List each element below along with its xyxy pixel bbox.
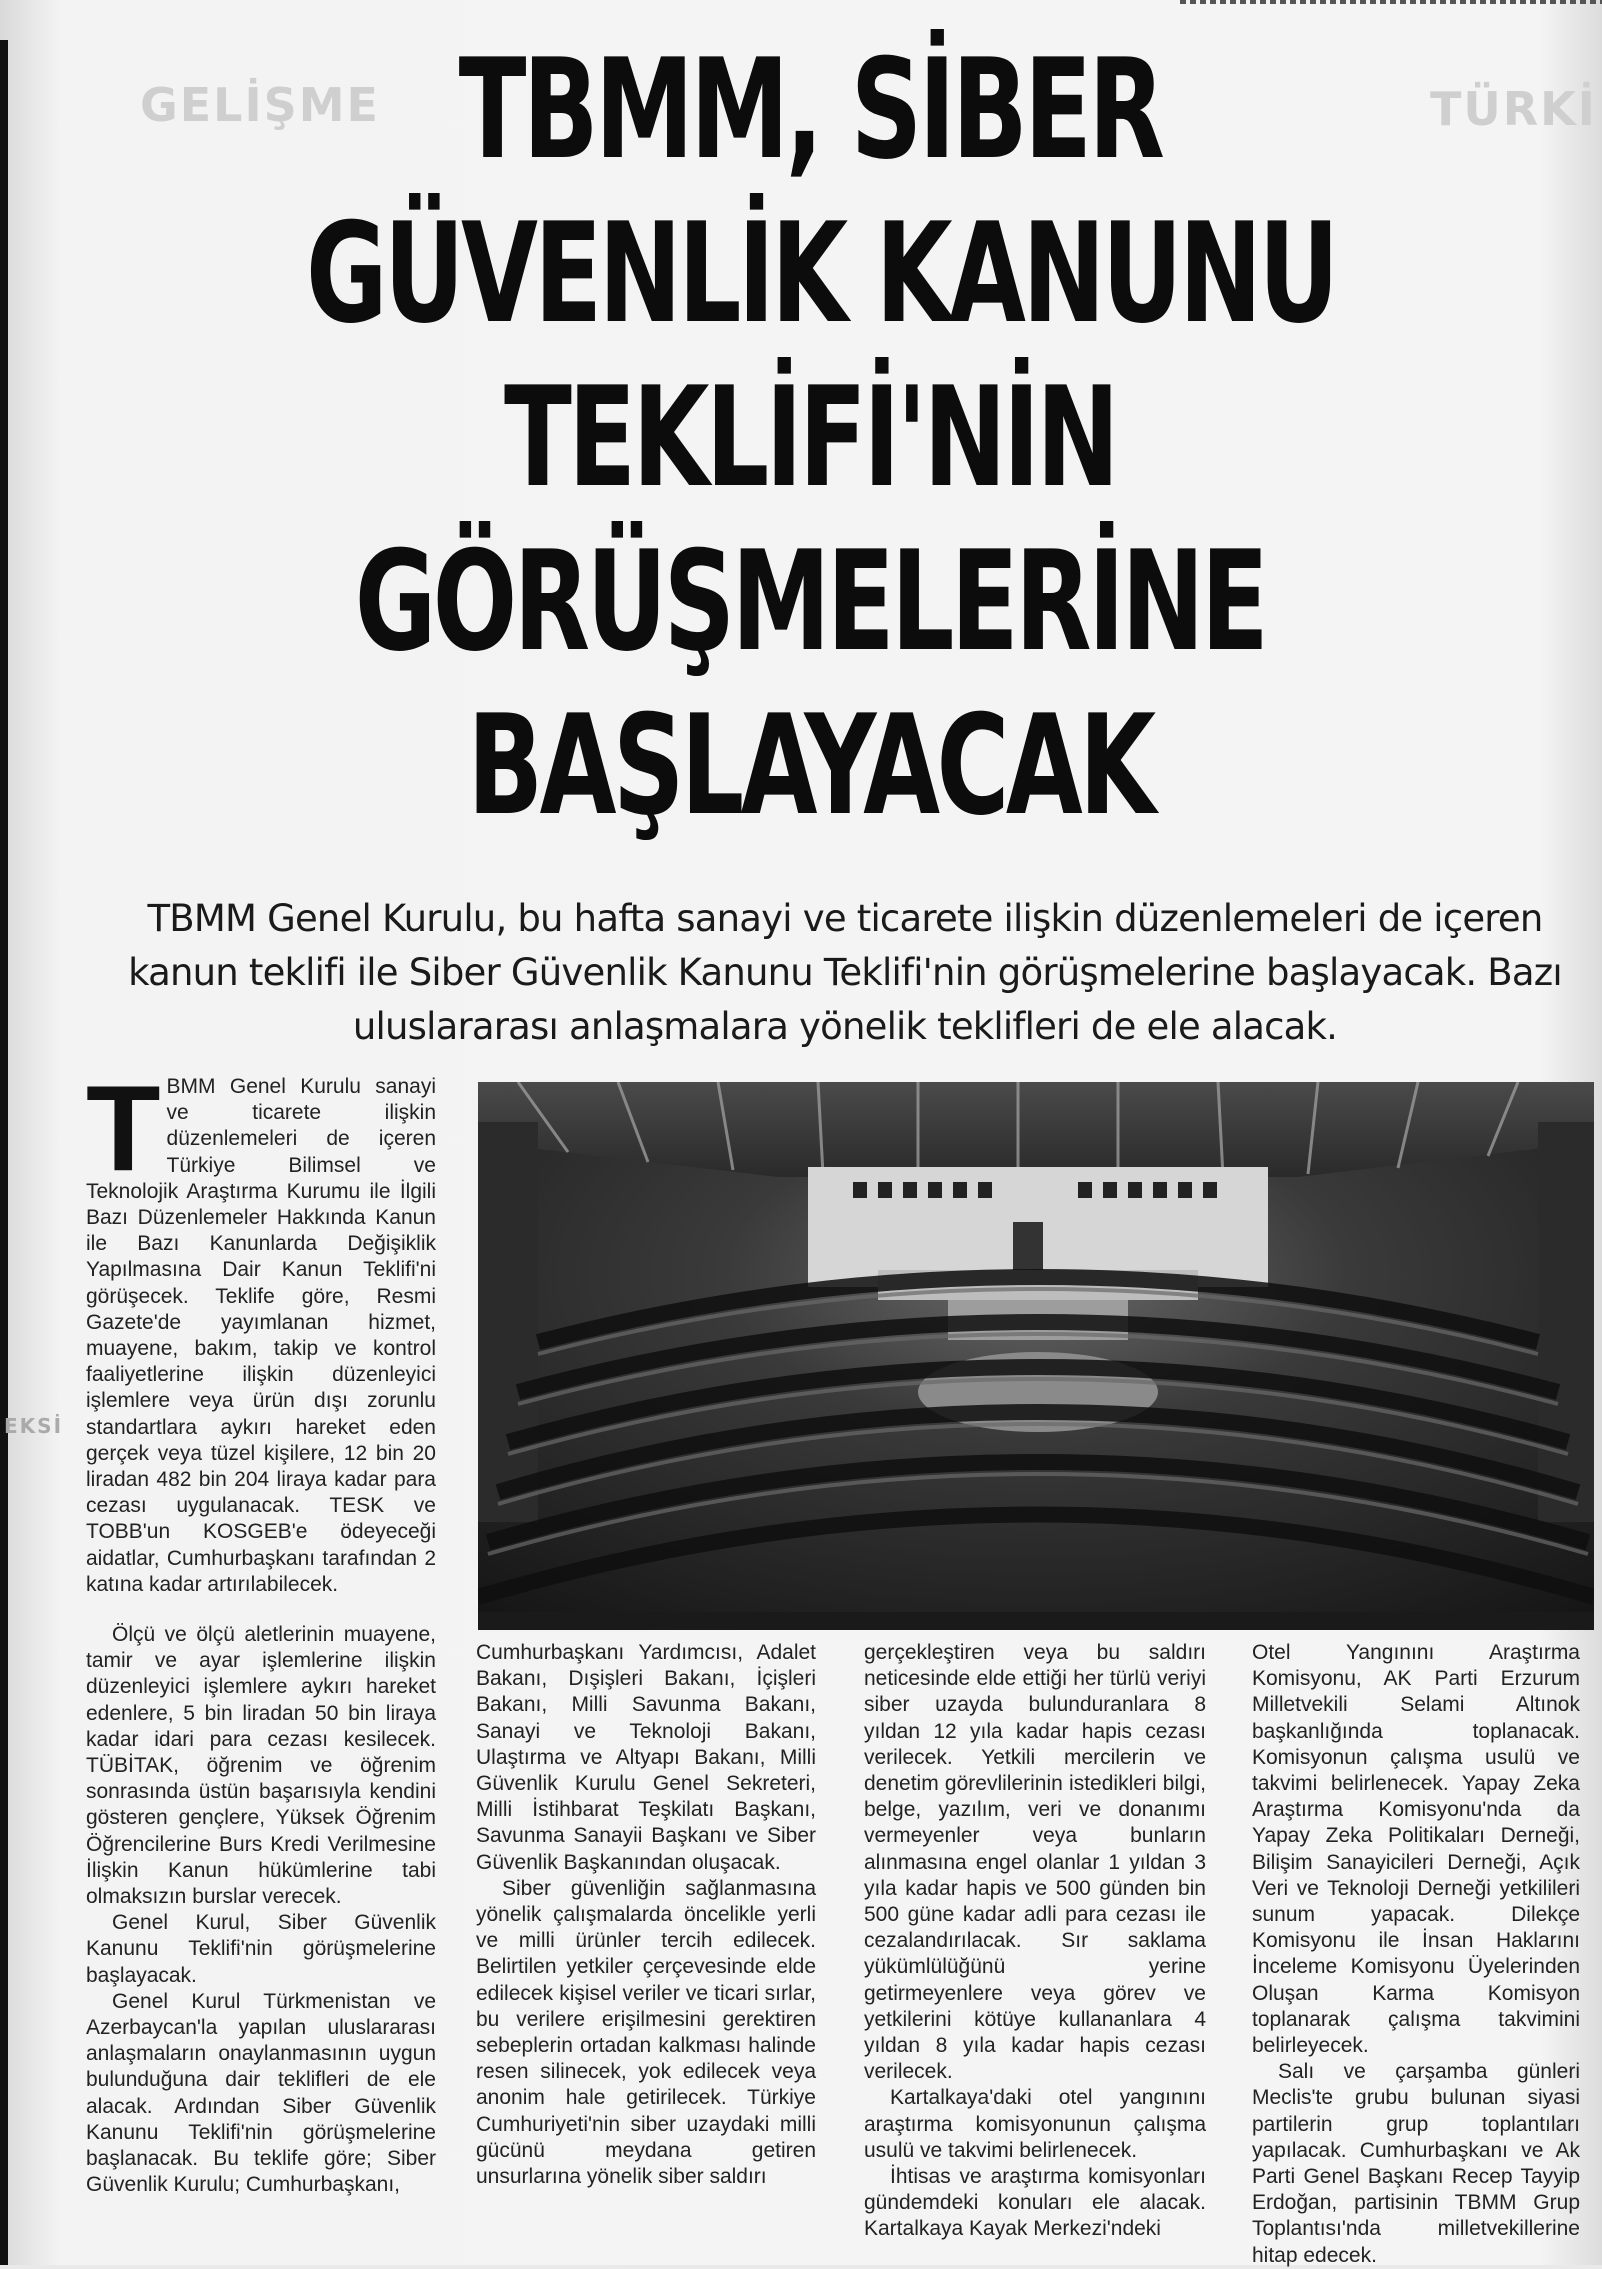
bleed-through-text-edge: EKSİ	[4, 1414, 64, 1438]
article-paragraph: Siber güvenliğin sağlanmasına yönelik çalışmalarda öncelikle yerli ve milli ürünler tercih edilecek. Belirtilen yetkiler çerçevesinde elde edilecek kişisel veriler ve ticari sırlar, bu verilere erişilmesini gerektiren sebeplerin ortadan kalkması halinde resen silinecek, yok edilecek veya anonim hale getirilecek. Türkiye Cumhuriyeti'nin siber uzaydaki milli gücünü meydana getiren unsurlarına yönelik siber saldırı	[476, 1876, 816, 2189]
article-paragraph	[86, 1060, 436, 1598]
article-paragraph: Genel Kurul Türkmenistan ve Azerbaycan'la yapılan uluslararası anlaşmaların onaylanmasının uygun bulunduğuna dair teklifleri de ele alacak. Ardından Siber Güvenlik Kanunu Teklifi'nin görüşmelerine başlanacak. Bu teklife göre; Siber Güvenlik Kurulu; Cumhurbaşkanı,	[86, 1989, 436, 2197]
article-paragraph: İhtisas ve araştırma komisyonları gündemdeki konuları ele alacak. Kartalkaya Kayak Merkezi'ndeki	[864, 2165, 1206, 2241]
article-column-3	[864, 1640, 1206, 2243]
drop-cap: T	[86, 1060, 161, 1196]
article-column-4	[1252, 1640, 1580, 2269]
bleed-through-text-right: TÜRKİ	[1430, 82, 1597, 136]
headline-line: GÖRÜŞMELERİNE	[354, 521, 1266, 682]
paragraph-text: BMM Genel Kurulu sanayi ve ticarete ilişkin düzenlemeleri de içeren Türkiye Bilimsel ve Teknolojik Araştırma Kurumu ile İlgili Bazı Düzenlemeler Hakkında Kanun ile Bazı Kanunlarda Değişiklik Yapılmasına Dair Kanun Teklifi'ni görüşecek. Teklife göre, Resmi Gazete'de yayımlanan hizmet, muayene, bakım, takip ve kontrol faaliyetlerine ilişkin düzenleyici işlemlere veya ürün dışı zorunlu standartlara aykırı hareket eden gerçek veya tüzel kişilere, 12 bin 20 liradan 482 bin 204 liraya kadar para cezası uygulanacak. TESK ve TOBB'un KOSGEB'e ödeyeceği aidatlar, Cumhurbaşkanı tarafından 2 katına kadar artırılabilecek.	[86, 1075, 436, 1596]
headline-line: TBMM, SİBER	[458, 29, 1162, 190]
parliament-photo-graphic	[478, 1082, 1594, 1630]
page-edge-bar	[0, 40, 8, 2265]
top-dotted-rule	[1180, 0, 1602, 4]
parliament-hall-photo	[478, 1082, 1594, 1630]
article-paragraph: Salı ve çarşamba günleri Meclis'te grubu bulunan siyasi partilerin grup toplantıları yapılacak. Cumhurbaşkanı ve Ak Parti Genel Başkanı Recep Tayyip Erdoğan, partisinin TBMM Grup Toplantısı'nda milletvekillerine hitap edecek.	[1252, 2060, 1580, 2267]
article-column-1-top	[86, 1060, 436, 1598]
article-column-2	[476, 1640, 816, 2190]
article-paragraph: Ölçü ve ölçü aletlerinin muayene, tamir ve ayar işlemlerine ilişkin düzenleyici işlemlere aykırı hareket edenlere, 5 bin liradan 50 bin liraya kadar idari para cezası kesilecek. TÜBİTAK, öğrenim ve öğrenim sonrasında üstün başarısıyla kendini gösteren gençlere, Yüksek Öğrenim Öğrencilerine Burs Kredi Verilmesine İlişkin Kanun hükümlerine tabi olmaksızın burslar verecek.	[86, 1623, 436, 1909]
article-paragraph: Genel Kurul, Siber Güvenlik Kanunu Teklifi'nin görüşmelerine başlayacak.	[86, 1911, 436, 1987]
article-paragraph: Kartalkaya'daki otel yangınını araştırma komisyonunun çalışma usulü ve takvimi belirlenecek.	[864, 2086, 1206, 2162]
headline-line: BAŞLAYACAK	[467, 685, 1153, 846]
article-paragraph: Cumhurbaşkanı Yardımcısı, Adalet Bakanı, Dışişleri Bakanı, İçişleri Bakanı, Milli Savunma Bakanı, Sanayi ve Teknoloji Bakanı, Ulaştırma ve Altyapı Bakanı, Milli Güvenlik Kurulu Genel Sekreteri, Milli İstihbarat Teşkilatı Başkanı, Savunma Sanayii Başkanı ve Siber Güvenlik Başkanından oluşacak.	[476, 1641, 816, 1874]
article-paragraph: Otel Yangınını Araştırma Komisyonu, AK Parti Erzurum Milletvekili Selami Altınok başkanlığında toplanacak. Komisyonun çalışma usulü ve takvimi belirlenecek. Yapay Zeka Araştırma Komisyonu'nda da Yapay Zeka Politikaları Derneği, Bilişim Sanayicileri Derneği, Açık Veri ve Teknoloji Derneği yetkilileri sunum yapacak. Dilekçe Komisyonu ile İnsan Haklarını İnceleme Komisyonu Üyelerinden Oluşan Karma Komisyon toplanarak çalışma takvimini belirleyecek.	[1252, 1641, 1580, 2058]
headline-line: TEKLİFİ'NİN	[504, 357, 1116, 518]
headline-line: GÜVENLİK KANUNU	[305, 193, 1336, 354]
article-column-1-bottom	[86, 1622, 436, 2198]
bleed-through-text-left: GELİŞME	[140, 78, 380, 132]
headline	[305, 28, 1336, 848]
article-paragraph: gerçekleştiren veya bu saldırı neticesinde elde ettiği her türlü veriyi siber uzayda bulunduranlara 8 yıldan 12 yıla kadar hapis cezası verilecek. Yetkili mercilerin ve denetim görevlilerinin istedikleri bilgi, belge, yazılım, veri ve donanımı vermeyenler veya bunların alınmasına engel olanlar 1 yıldan 3 yıla kadar hapis ve 500 günden bin 500 güne kadar adli para cezası ile cezalandırılacak. Sır saklama yükümlülüğünü yerine getirmeyenlere veya görev ve yetkilerini kötüye kullananlara 4 yıldan 8 yıla kadar hapis cezası verilecek.	[864, 1641, 1206, 2084]
standfirst: TBMM Genel Kurulu, bu hafta sanayi ve ticarete ilişkin düzenlemeleri de içeren kanun teklifi ile Siber Güvenlik Kanunu Teklifi'nin görüşmelerine başlayacak. Bazı uluslararası anlaşmalara yönelik teklifleri de ele alacak.	[128, 897, 1562, 1048]
